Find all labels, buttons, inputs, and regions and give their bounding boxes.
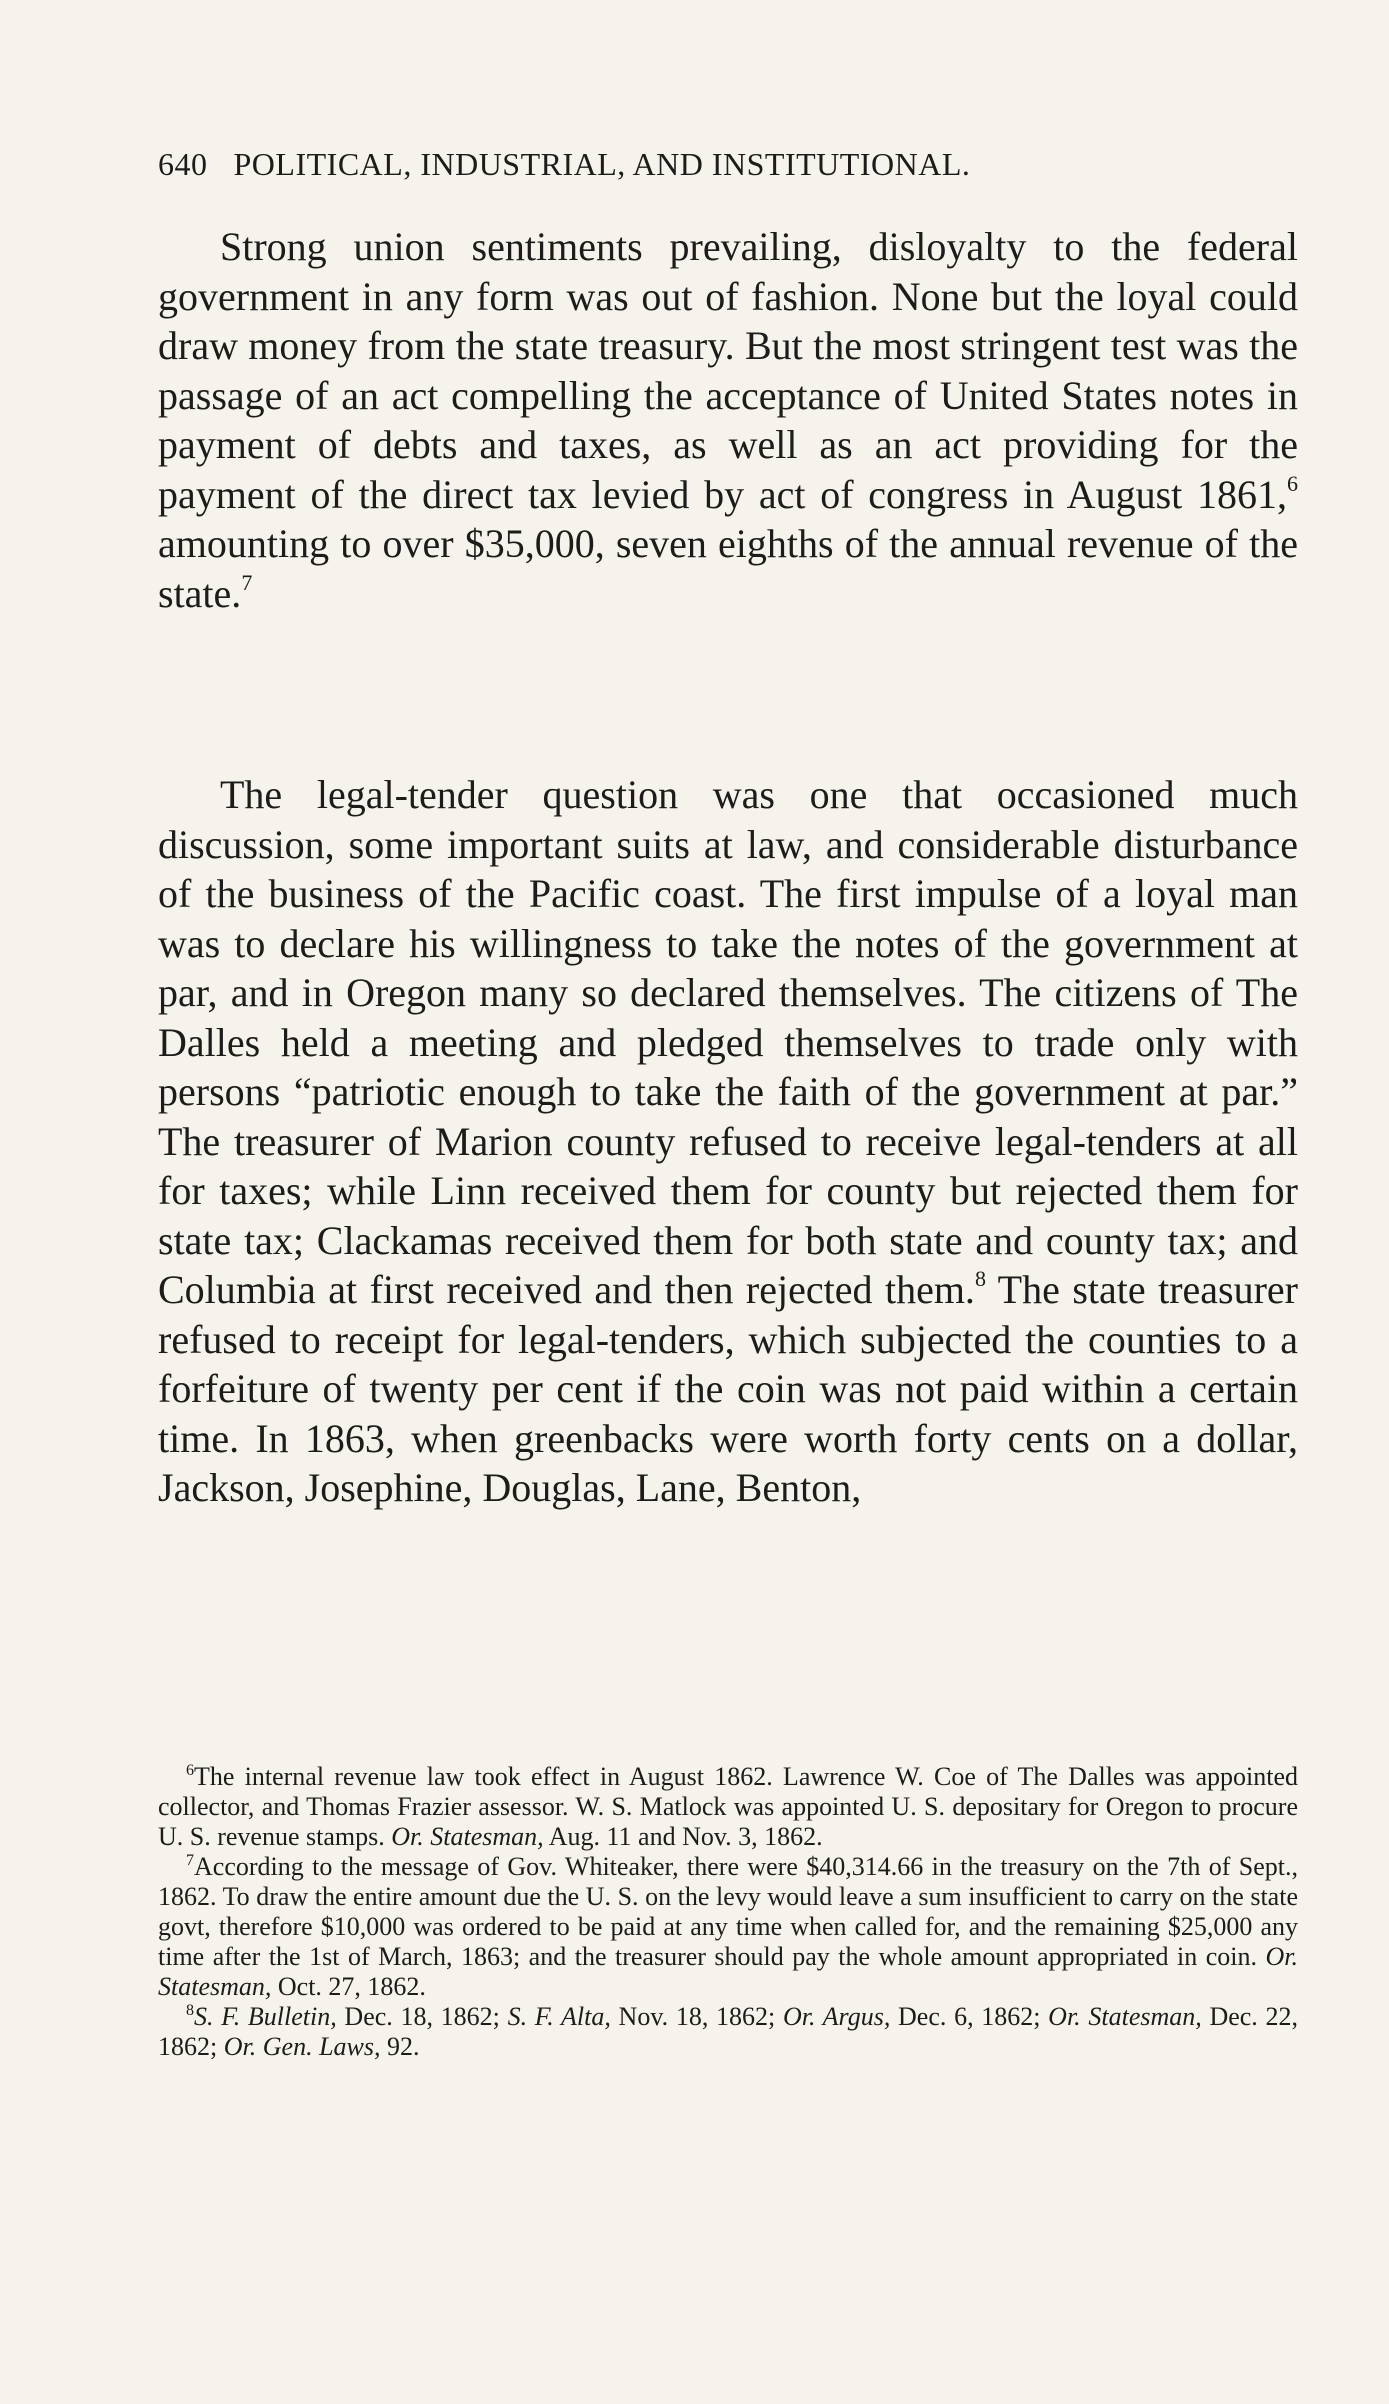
- footnote-6-text-2: Aug. 11 and Nov. 3, 1862.: [543, 1822, 823, 1851]
- page-number: 640: [158, 146, 208, 182]
- footnote-8-text-2: Nov. 18, 1862;: [610, 2002, 783, 2031]
- paragraph-1-text-a: Strong union sentiments prevailing, disloyalty to the federal government in any form was out of fashion. None but the loyal could draw money from the state treasury. But the most stringent test was the passage of an act compelling the acceptance of United States notes in payment of debts and taxes, as well as an act providing for the payment of the direct tax levied by act of congress in August 1861,: [158, 224, 1298, 517]
- footnote-ref-8: 8: [974, 1266, 986, 1291]
- footnote-8: [158, 2002, 1298, 2062]
- running-header: [158, 146, 1298, 183]
- footnote-8-citation-1: S. F. Bulletin,: [194, 2002, 337, 2031]
- footnote-7-citation-1: Or. Statesman,: [158, 1942, 1298, 2001]
- footnote-7-text-2: Oct. 27, 1862.: [271, 1972, 426, 2001]
- footnote-8-citation-4: Or. Statesman,: [1048, 2002, 1202, 2031]
- footnote-8-citation-3: Or. Argus,: [782, 2002, 891, 2031]
- footnote-6: [158, 1762, 1298, 1852]
- footnote-8-citation-5: Or. Gen. Laws,: [223, 2032, 381, 2061]
- footnote-7-number: 7: [186, 1852, 194, 1869]
- footnote-ref-7: 7: [241, 569, 253, 595]
- footnote-8-number: 8: [186, 2002, 194, 2019]
- footnote-6-citation-1: Or. Statesman,: [391, 1822, 544, 1851]
- paragraph-2-text-a: The legal-tender question was one that occasioned much discussion, some important suits at law, and considerable disturbance of the business of the Pacific coast. The first impulse of a loyal man was to declare his willingness to take the notes of the government at par, and in Oregon many so declared themselves. The citizens of The Dalles held a meeting and pledged themselves to trade only with persons “patriotic enough to take the faith of the government at par.” The treasurer of Marion county refused to receive legal-tenders at all for taxes; while Linn received them for county but rejected them for state tax; Clackamas received them for both state and county tax; and Columbia at first received and then rejected them.: [158, 772, 1298, 1312]
- paragraph-1-text-b: amounting to over $35,000, seven eighths of the annual revenue of the state.: [158, 521, 1298, 616]
- footnote-8-text-1: Dec. 18, 1862;: [336, 2002, 508, 2031]
- footnote-8-citation-2: S. F. Alta,: [507, 2002, 611, 2031]
- footnote-6-number: 6: [186, 1762, 194, 1779]
- footnote-8-text-3: Dec. 6, 1862;: [890, 2002, 1049, 2031]
- footnote-7: [158, 1852, 1298, 2002]
- footnote-8-text-4: Dec. 22, 1862;: [158, 2002, 1299, 2061]
- footnote-ref-6: 6: [1287, 470, 1298, 496]
- footnotes: [158, 1762, 1298, 2062]
- paragraph-2: [158, 770, 1298, 1513]
- footnote-6-text-1: The internal revenue law took effect in August 1862. Lawrence W. Coe of The Dalles was appointed collector, and Thomas Frazier assessor. W. S. Matlock was appointed U. S. depositary for Oregon to procure U. S. revenue stamps.: [158, 1762, 1298, 1851]
- paragraph-1: [158, 222, 1298, 618]
- footnote-8-text-5: 92.: [380, 2032, 420, 2061]
- running-title: POLITICAL, INDUSTRIAL, AND INSTITUTIONAL.: [233, 146, 971, 182]
- footnote-7-text-1: According to the message of Gov. Whiteaker, there were $40,314.66 in the treasury on the 7th of Sept., 1862. To draw the entire amount due the U. S. on the levy would leave a sum insufficient to carry on the state govt, therefore $10,000 was ordered to be paid at any time when called for, and the remaining $25,000 any time after the 1st of March, 1863; and the treasurer should pay the whole amount appropriated in coin.: [158, 1852, 1298, 1971]
- paragraph-2-text-b: The state treasurer refused to receipt for legal-tenders, which subjected the counties to a forfeiture of twenty per cent if the coin was not paid within a certain time. In 1863, when greenbacks were worth forty cents on a dollar, Jackson, Josephine, Douglas, Lane, Benton,: [158, 1267, 1298, 1510]
